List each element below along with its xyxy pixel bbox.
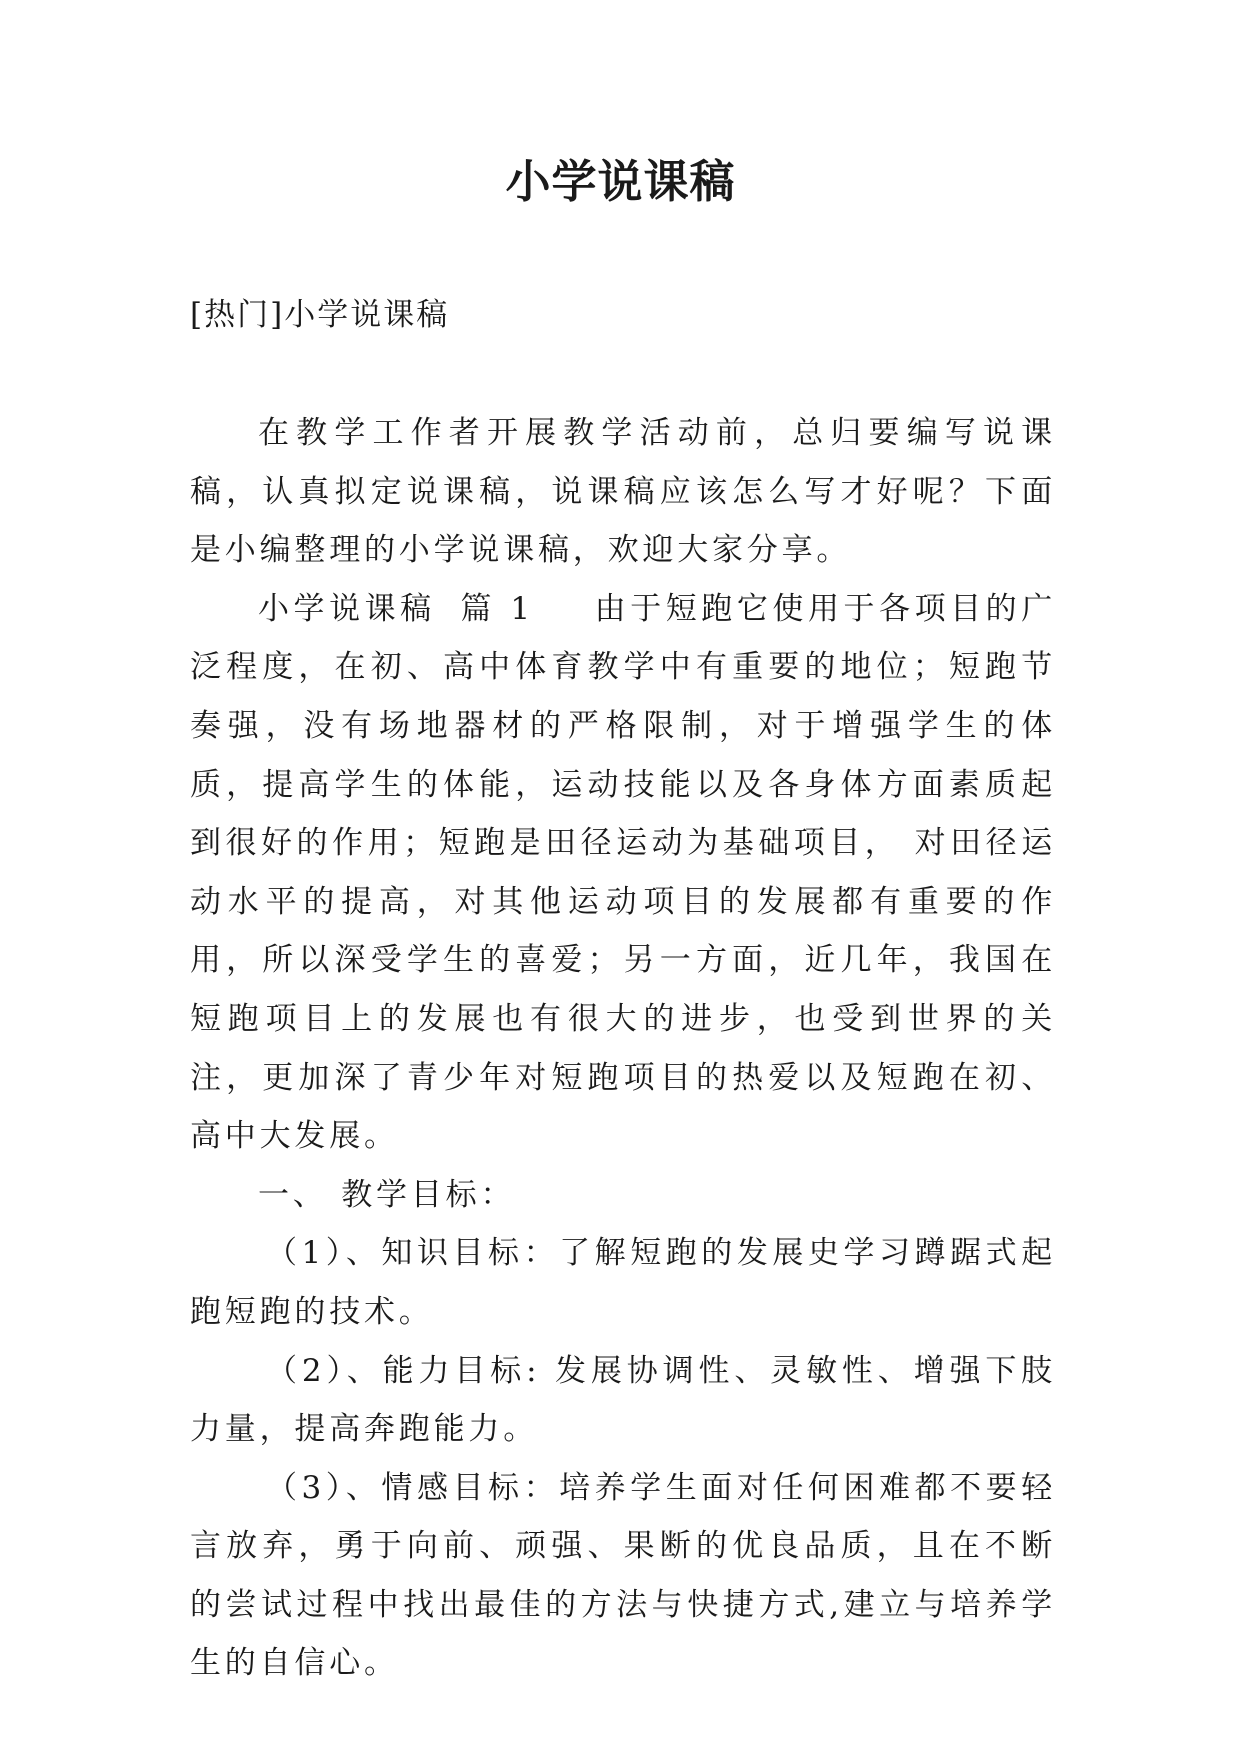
document-title: 小学说课稿 [505,155,736,208]
section-1-heading: 小学说课稿 [258,590,436,627]
objectives-heading: 一、 教学目标： [258,1176,516,1213]
objective-knowledge: （1）、知识目标：了解短跑的发展史学习蹲踞式起跑短跑的技术。 [190,1235,1056,1330]
objective-ability: （2）、能力目标: 发展协调性、灵敏性、增强下肢力量，提高奔跑能力。 [190,1352,1056,1448]
document-body [190,404,1056,1693]
section-1-text: 由于短跑它使用于各项目的广泛程度，在初、高中体育教学中有重要的地位；短跑节奏强，没有场地器材的严格限制，对于增强学生的体质，提高学生的体能，运动技能以及各身体方面素质起到很好的作用；短跑是田径运动为基础项目， 对田径运动水平的提高，对其他运动项目的发展都有重要的作用，所以深受学生的喜爱；另一方面，近几年，我国在短跑项目上的发展也有很大的进步，也受到世界的关注，更加深了青少年对短跑项目的热爱以及短跑在初、高中大发展。 [190,590,1056,1155]
section-1-paragraph [190,580,1056,1166]
objective-emotion: （3）、情感目标：培养学生面对任何困难都不要轻言放弃，勇于向前、顽强、果断的优良品质，且在不断的尝试过程中找出最佳的方法与快捷方式,建立与培养学生的自信心。 [190,1469,1056,1682]
section-1-label: 篇 1 [459,590,534,627]
document-subtitle: [热门]小学说课稿 [190,297,450,333]
intro-paragraph: 在教学工作者开展教学活动前，总归要编写说课稿，认真拟定说课稿，说课稿应该怎么写才好呢？下面是小编整理的小学说课稿，欢迎大家分享。 [190,415,1056,569]
